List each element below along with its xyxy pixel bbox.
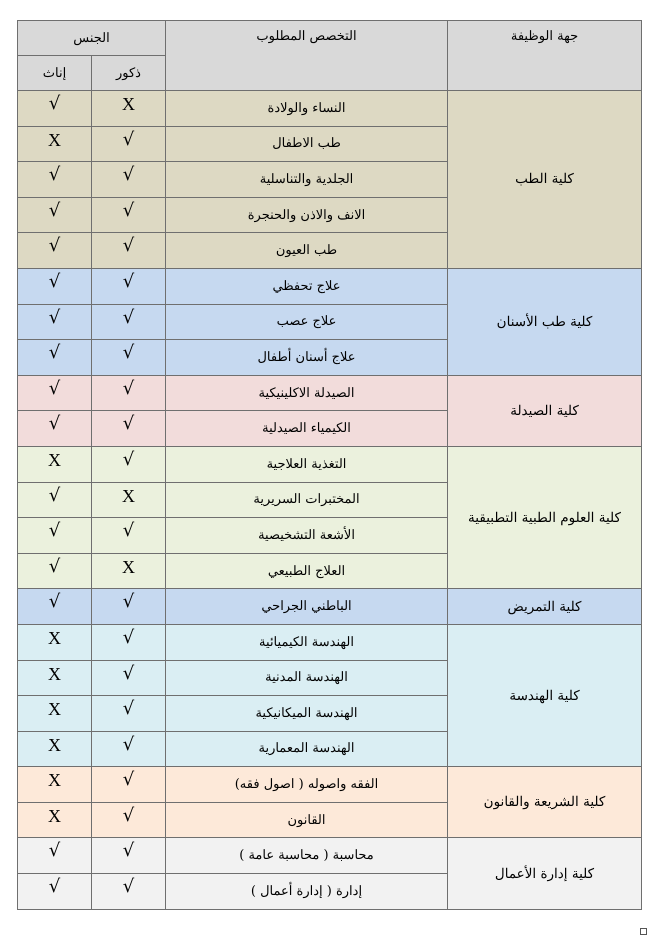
specialization-cell: الانف والاذن والحنجرة (166, 197, 448, 233)
female-check-icon: √ (18, 233, 92, 269)
table-body (18, 91, 642, 910)
specialization-cell: المختبرات السريرية (166, 482, 448, 518)
specialization-cell: طب العيون (166, 233, 448, 269)
male-header: ذكور (92, 56, 166, 91)
table-row (18, 268, 642, 304)
male-check-icon: √ (92, 197, 166, 233)
resize-handle (640, 928, 647, 935)
table-row (18, 91, 642, 127)
female-check-icon: √ (18, 340, 92, 376)
department-header: جهة الوظيفة (448, 21, 642, 91)
department-cell: كلية إدارة الأعمال (448, 838, 642, 909)
male-check-icon: √ (92, 731, 166, 767)
specialization-cell: العلاج الطبيعي (166, 553, 448, 589)
male-check-icon: √ (92, 696, 166, 732)
specialization-cell: طب الاطفال (166, 126, 448, 162)
specialization-cell: الأشعة التشخيصية (166, 518, 448, 554)
male-check-icon: √ (92, 874, 166, 910)
female-check-icon: √ (18, 553, 92, 589)
female-check-icon: √ (18, 304, 92, 340)
table-row (18, 767, 642, 803)
specialization-cell: الباطني الجراحي (166, 589, 448, 625)
female-cross-icon: X (18, 446, 92, 482)
male-check-icon: √ (92, 268, 166, 304)
specialization-cell: الصيدلة الاكلينيكية (166, 375, 448, 411)
table-header (18, 21, 642, 91)
specialization-cell: الهندسة الميكانيكية (166, 696, 448, 732)
female-cross-icon: X (18, 660, 92, 696)
female-cross-icon: X (18, 126, 92, 162)
specialization-cell: القانون (166, 802, 448, 838)
female-check-icon: √ (18, 482, 92, 518)
male-check-icon: √ (92, 375, 166, 411)
table-row (18, 838, 642, 874)
male-check-icon: √ (92, 126, 166, 162)
specialization-cell: الهندسة المعمارية (166, 731, 448, 767)
female-check-icon: √ (18, 268, 92, 304)
male-check-icon: √ (92, 340, 166, 376)
jobs-table (17, 20, 642, 910)
department-cell: كلية الطب (448, 91, 642, 269)
female-cross-icon: X (18, 767, 92, 803)
male-check-icon: √ (92, 446, 166, 482)
male-check-icon: √ (92, 767, 166, 803)
male-check-icon: √ (92, 411, 166, 447)
department-cell: كلية العلوم الطبية التطبيقية (448, 446, 642, 588)
female-check-icon: √ (18, 197, 92, 233)
department-cell: كلية طب الأسنان (448, 268, 642, 375)
male-check-icon: √ (92, 589, 166, 625)
specialization-cell: الجلدية والتناسلية (166, 162, 448, 198)
specialization-cell: الكيمياء الصيدلية (166, 411, 448, 447)
female-header: إناث (18, 56, 92, 91)
female-check-icon: √ (18, 838, 92, 874)
specialization-cell: الهندسة المدنية (166, 660, 448, 696)
male-check-icon: √ (92, 624, 166, 660)
male-cross-icon: X (92, 553, 166, 589)
female-check-icon: √ (18, 411, 92, 447)
table-row (18, 446, 642, 482)
table-row (18, 624, 642, 660)
department-cell: كلية التمريض (448, 589, 642, 625)
department-cell: كلية الشريعة والقانون (448, 767, 642, 838)
male-cross-icon: X (92, 482, 166, 518)
specialization-header: التخصص المطلوب (166, 21, 448, 91)
specialization-cell: التغذية العلاجية (166, 446, 448, 482)
specialization-cell: محاسبة ( محاسبة عامة ) (166, 838, 448, 874)
female-check-icon: √ (18, 518, 92, 554)
specialization-cell: علاج عصب (166, 304, 448, 340)
female-cross-icon: X (18, 802, 92, 838)
male-cross-icon: X (92, 91, 166, 127)
female-check-icon: √ (18, 91, 92, 127)
department-cell: كلية الهندسة (448, 624, 642, 766)
female-check-icon: √ (18, 874, 92, 910)
male-check-icon: √ (92, 802, 166, 838)
female-cross-icon: X (18, 731, 92, 767)
specialization-cell: الفقه واصوله ( اصول فقه) (166, 767, 448, 803)
specialization-cell: علاج تحفظي (166, 268, 448, 304)
table-row (18, 375, 642, 411)
male-check-icon: √ (92, 838, 166, 874)
gender-header: الجنس (18, 21, 166, 56)
female-check-icon: √ (18, 162, 92, 198)
male-check-icon: √ (92, 162, 166, 198)
specialization-cell: النساء والولادة (166, 91, 448, 127)
specialization-cell: الهندسة الكيميائية (166, 624, 448, 660)
department-cell: كلية الصيدلة (448, 375, 642, 446)
female-check-icon: √ (18, 375, 92, 411)
table-row (18, 589, 642, 625)
female-check-icon: √ (18, 589, 92, 625)
male-check-icon: √ (92, 660, 166, 696)
female-cross-icon: X (18, 696, 92, 732)
male-check-icon: √ (92, 304, 166, 340)
male-check-icon: √ (92, 233, 166, 269)
male-check-icon: √ (92, 518, 166, 554)
specialization-cell: إدارة ( إدارة أعمال ) (166, 874, 448, 910)
specialization-cell: علاج أسنان أطفال (166, 340, 448, 376)
female-cross-icon: X (18, 624, 92, 660)
